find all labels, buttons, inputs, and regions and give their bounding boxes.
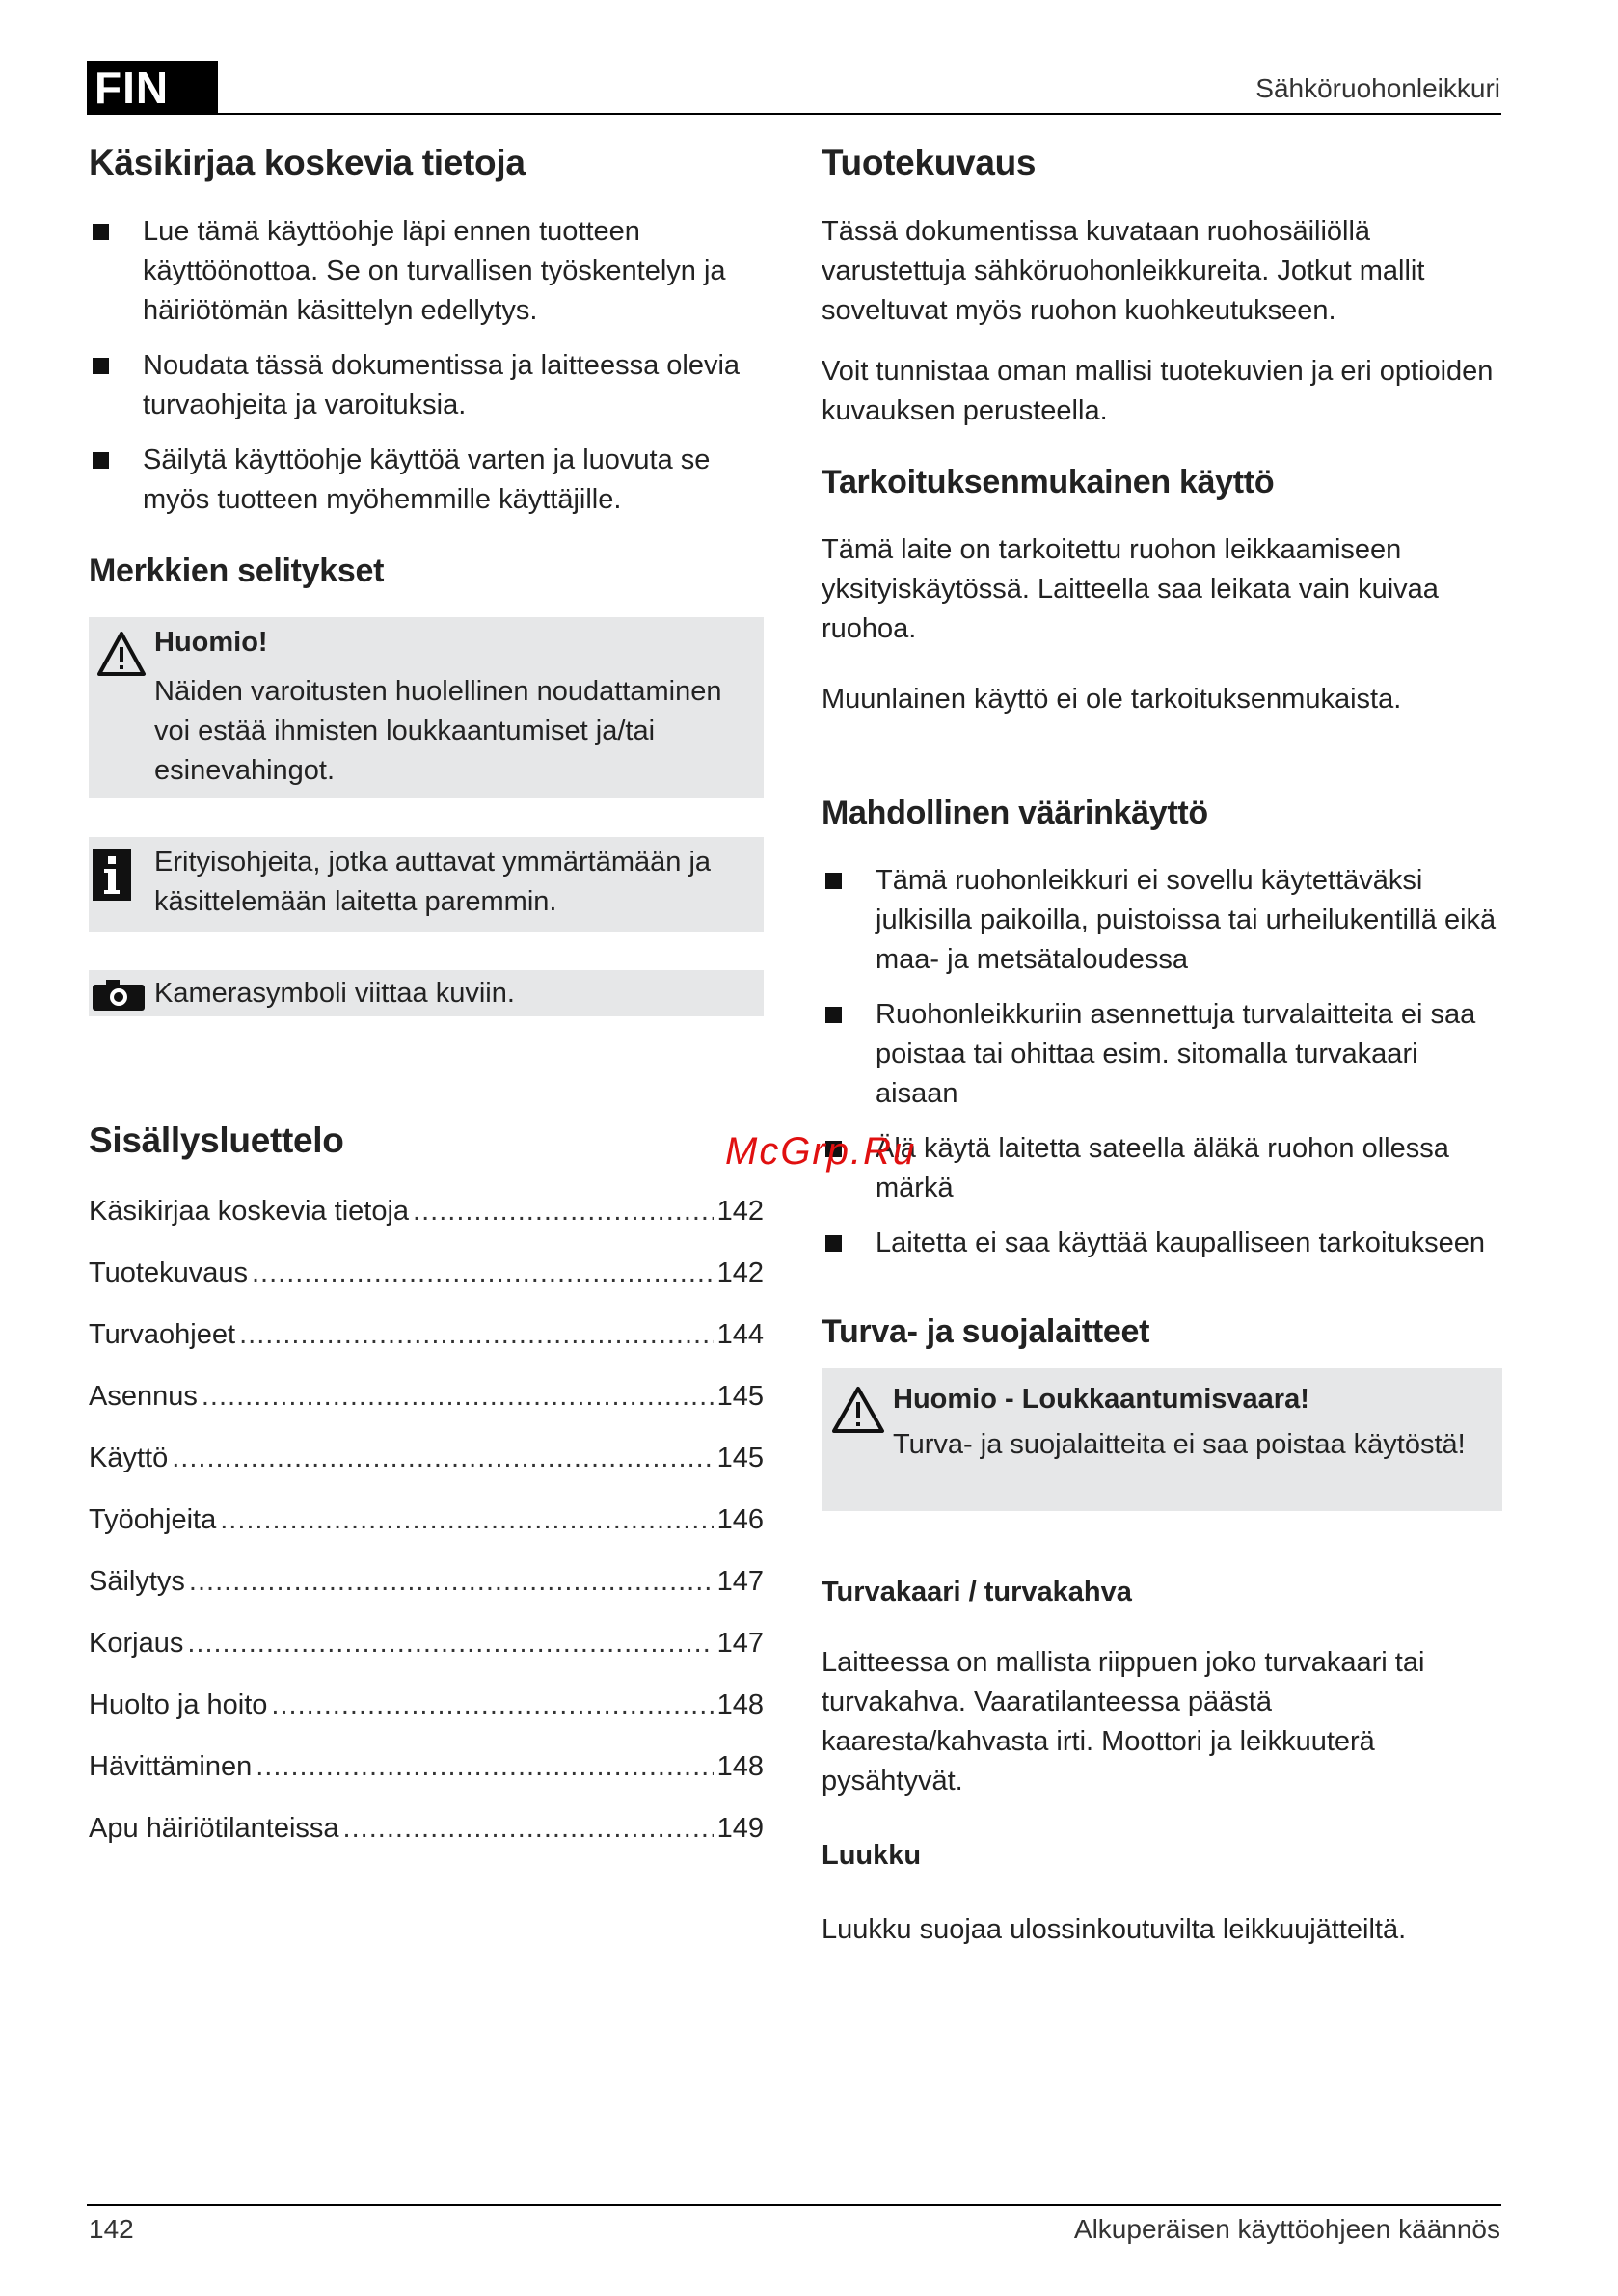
toc-row[interactable]: Korjaus ..... 147 [89, 1612, 764, 1674]
safety-heading: Turva- ja suojalaitteet [822, 1313, 1150, 1350]
warning-title: Huomio! [154, 627, 268, 658]
warning-notice [89, 617, 764, 798]
left-column [89, 143, 764, 1859]
toc-row[interactable]: Työohjeita ..... 146 [89, 1489, 764, 1551]
watermark: McGrp.Ru [725, 1130, 917, 1173]
header-title: Sähköruohonleikkuri [1255, 73, 1500, 103]
footer-text: Alkuperäisen käyttöohjeen käännös [1073, 2214, 1500, 2244]
right-column [822, 143, 1502, 1950]
list-item: Laitetta ei saa käyttää kaupalliseen tarkoitukseen [822, 1224, 1502, 1263]
hatch-heading: Luukku [822, 1840, 922, 1871]
list-item: Säilytä käyttöohje käyttöä varten ja luovuta se myös tuotteen myöhemmille käyttäjille. [89, 441, 764, 520]
toc-row[interactable]: Hävittäminen ..... 148 [89, 1736, 764, 1797]
safety-bar-heading: Turvakaari / turvakahva [822, 1577, 1132, 1607]
injury-warning-notice [822, 1368, 1502, 1511]
info-icon [93, 849, 131, 901]
hatch-text: Luukku suojaa ulossinkoutuvilta leikkuujätteiltä. [822, 1914, 1407, 1945]
misuse-list [822, 861, 1502, 1263]
intended-use-paragraph-2: Muunlainen käyttö ei ole tarkoituksenmukaista. [822, 684, 1402, 715]
bullet-square-icon [93, 358, 109, 374]
page-number: 142 [89, 2214, 134, 2244]
table-of-contents [89, 1180, 764, 1859]
symbols-heading: Merkkien selitykset [89, 553, 385, 589]
intended-use-heading: Tarkoituksenmukainen käyttö [822, 464, 1275, 500]
bullet-square-icon [825, 873, 842, 889]
injury-warning-text: Turva- ja suojalaitteita ei saa poistaa käytöstä! [893, 1429, 1466, 1460]
toc-row[interactable]: Säilytys ..... 147 [89, 1551, 764, 1612]
camera-icon [93, 980, 145, 1011]
toc-row[interactable]: Tuotekuvaus ..... 142 [89, 1242, 764, 1304]
toc-row[interactable]: Käyttö ..... 145 [89, 1427, 764, 1489]
toc-row[interactable]: Huolto ja hoito ..... 148 [89, 1674, 764, 1736]
list-item: Noudata tässä dokumentissa ja laitteessa olevia turvaohjeita ja varoituksia. [89, 346, 764, 425]
footer-rule [87, 2204, 1501, 2206]
toc-row[interactable]: Apu häiriötilanteissa ..... 149 [89, 1797, 764, 1859]
manual-info-heading: Käsikirjaa koskevia tietoja [89, 143, 526, 182]
product-paragraph-1: Tässä dokumentissa kuvataan ruohosäiliöllä varustettuja sähköruohonleikkureita. Jotkut mallit soveltuvat myös ruohon kuohkeutukseen. [822, 216, 1425, 326]
product-heading: Tuotekuvaus [822, 143, 1037, 182]
bullet-square-icon [93, 224, 109, 240]
misuse-heading: Mahdollinen väärinkäyttö [822, 795, 1208, 831]
toc-row[interactable]: Käsikirjaa koskevia tietoja ..... 142 [89, 1180, 764, 1242]
toc-heading: Sisällysluettelo [89, 1121, 344, 1160]
camera-notice [89, 970, 764, 1016]
list-item: Lue tämä käyttöohje läpi ennen tuotteen käyttöönottoa. Se on turvallisen työskentelyn ja häiriötömän käsittelyn edellytys. [89, 212, 764, 331]
safety-bar-text: Laitteessa on mallista riippuen joko turvakaari tai turvakahva. Vaaratilanteessa päästä kaaresta/kahvasta irti. Moottori ja leikkuuterä pysähtyvät. [822, 1647, 1425, 1796]
intended-use-paragraph-1: Tämä laite on tarkoitettu ruohon leikkaamiseen yksityiskäytössä. Laitteella saa leikata vain kuivaa ruohoa. [822, 534, 1439, 644]
header-rule [218, 113, 1501, 115]
list-item: Tämä ruohonleikkuri ei sovellu käytettäväksi julkisilla paikoilla, puistoissa tai urheilukentillä eikä maa- ja metsätaloudessa [822, 861, 1502, 980]
language-badge: FIN [87, 61, 218, 115]
toc-row[interactable]: Asennus ..... 145 [89, 1365, 764, 1427]
warning-triangle-icon [96, 631, 147, 677]
product-paragraph-2: Voit tunnistaa oman mallisi tuotekuvien ja eri optioiden kuvauksen perusteella. [822, 356, 1494, 426]
manual-info-list [89, 212, 764, 520]
camera-text: Kamerasymboli viittaa kuviin. [154, 978, 515, 1009]
info-text: Erityisohjeita, jotka auttavat ymmärtämään ja käsittelemään laitetta paremmin. [154, 847, 712, 917]
injury-warning-title: Huomio - Loukkaantumisvaara! [893, 1384, 1309, 1415]
list-item: Ruohonleikkuriin asennettuja turvalaitteita ei saa poistaa tai ohittaa esim. sitomalla turvakaari aisaan [822, 995, 1502, 1114]
warning-text: Näiden varoitusten huolellinen noudattaminen voi estää ihmisten loukkaantumiset ja/tai esinevahingot. [154, 676, 722, 786]
list-item: Älä käytä laitetta sateella äläkä ruohon ollessa märkä [822, 1129, 1502, 1208]
bullet-square-icon [825, 1007, 842, 1023]
bullet-square-icon [825, 1235, 842, 1252]
bullet-square-icon [93, 452, 109, 469]
toc-row[interactable]: Turvaohjeet ..... 144 [89, 1304, 764, 1365]
info-notice [89, 837, 764, 932]
warning-triangle-icon [831, 1386, 885, 1434]
